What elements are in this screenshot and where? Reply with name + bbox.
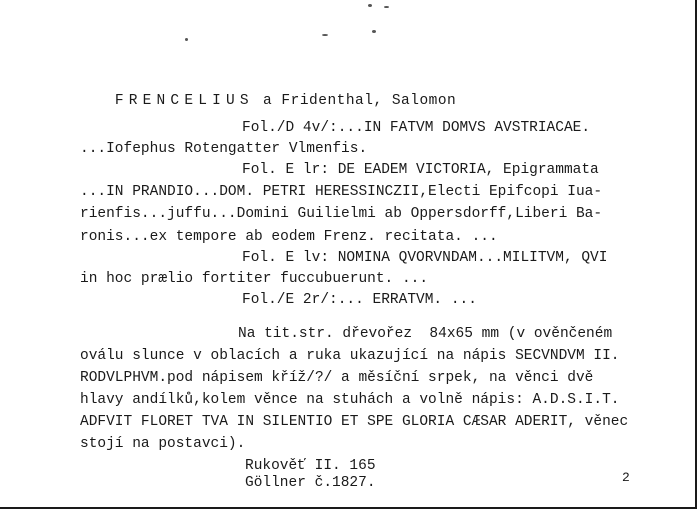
text-line: stojí na postavci). — [80, 436, 246, 452]
text-line: ADFVIT FLORET TVA IN SILENTIO ET SPE GLORIA CÆSAR ADERIT, věnec — [80, 414, 629, 430]
text-line: Fol./D 4v/:...IN FATVM DOMVS AVSTRIACAE. — [242, 120, 591, 136]
text-line: ...IN PRANDIO...DOM. PETRI HERESSINCZII,Electi Epifcopi Iua- — [80, 184, 603, 200]
ink-smudge — [185, 38, 188, 41]
text-line: ronis...ex tempore ab eodem Frenz. recitata. ... — [80, 229, 498, 245]
text-line: Na tit.str. dřevořez 84x65 mm (v ověnčeném — [238, 326, 613, 342]
reference-rukovet: Rukověť II. 165 — [245, 458, 376, 474]
ink-smudge — [372, 30, 376, 33]
text-line: rienfis...juffu...Domini Guilielmi ab Oppersdorff,Liberi Ba- — [80, 206, 603, 222]
ink-smudge — [368, 4, 372, 7]
heading-rest: a Fridenthal, Salomon — [263, 93, 457, 109]
ink-smudge — [384, 6, 389, 8]
text-line: in hoc prælio fortiter fuccubuerunt. ... — [80, 271, 429, 287]
text-line: oválu slunce v oblacích a ruka ukazující na nápis SECVNDVM II. — [80, 348, 620, 364]
text-line: RODVLPHVM.pod nápisem kříž/?/ a měsíční srpek, na věnci dvě — [80, 370, 594, 386]
text-line: hlavy andílků,kolem věnce na stuhách a volně nápis: A.D.S.I.T. — [80, 392, 620, 408]
heading-surname: FRENCELIUS — [114, 93, 254, 109]
text-line: Fol. E lv: NOMINA QVORVNDAM...MILITVM, QVI — [242, 250, 608, 266]
text-line: Fol./E 2r/:... ERRATVM. ... — [242, 292, 477, 308]
reference-gollner: Göllner č.1827. — [245, 475, 376, 491]
page-number: 2 — [622, 470, 630, 485]
text-line: ...Iofephus Rotengatter Vlmenfis. — [80, 141, 368, 157]
text-line: Fol. E lr: DE EADEM VICTORIA, Epigrammata — [242, 162, 599, 178]
ink-smudge — [322, 34, 328, 36]
